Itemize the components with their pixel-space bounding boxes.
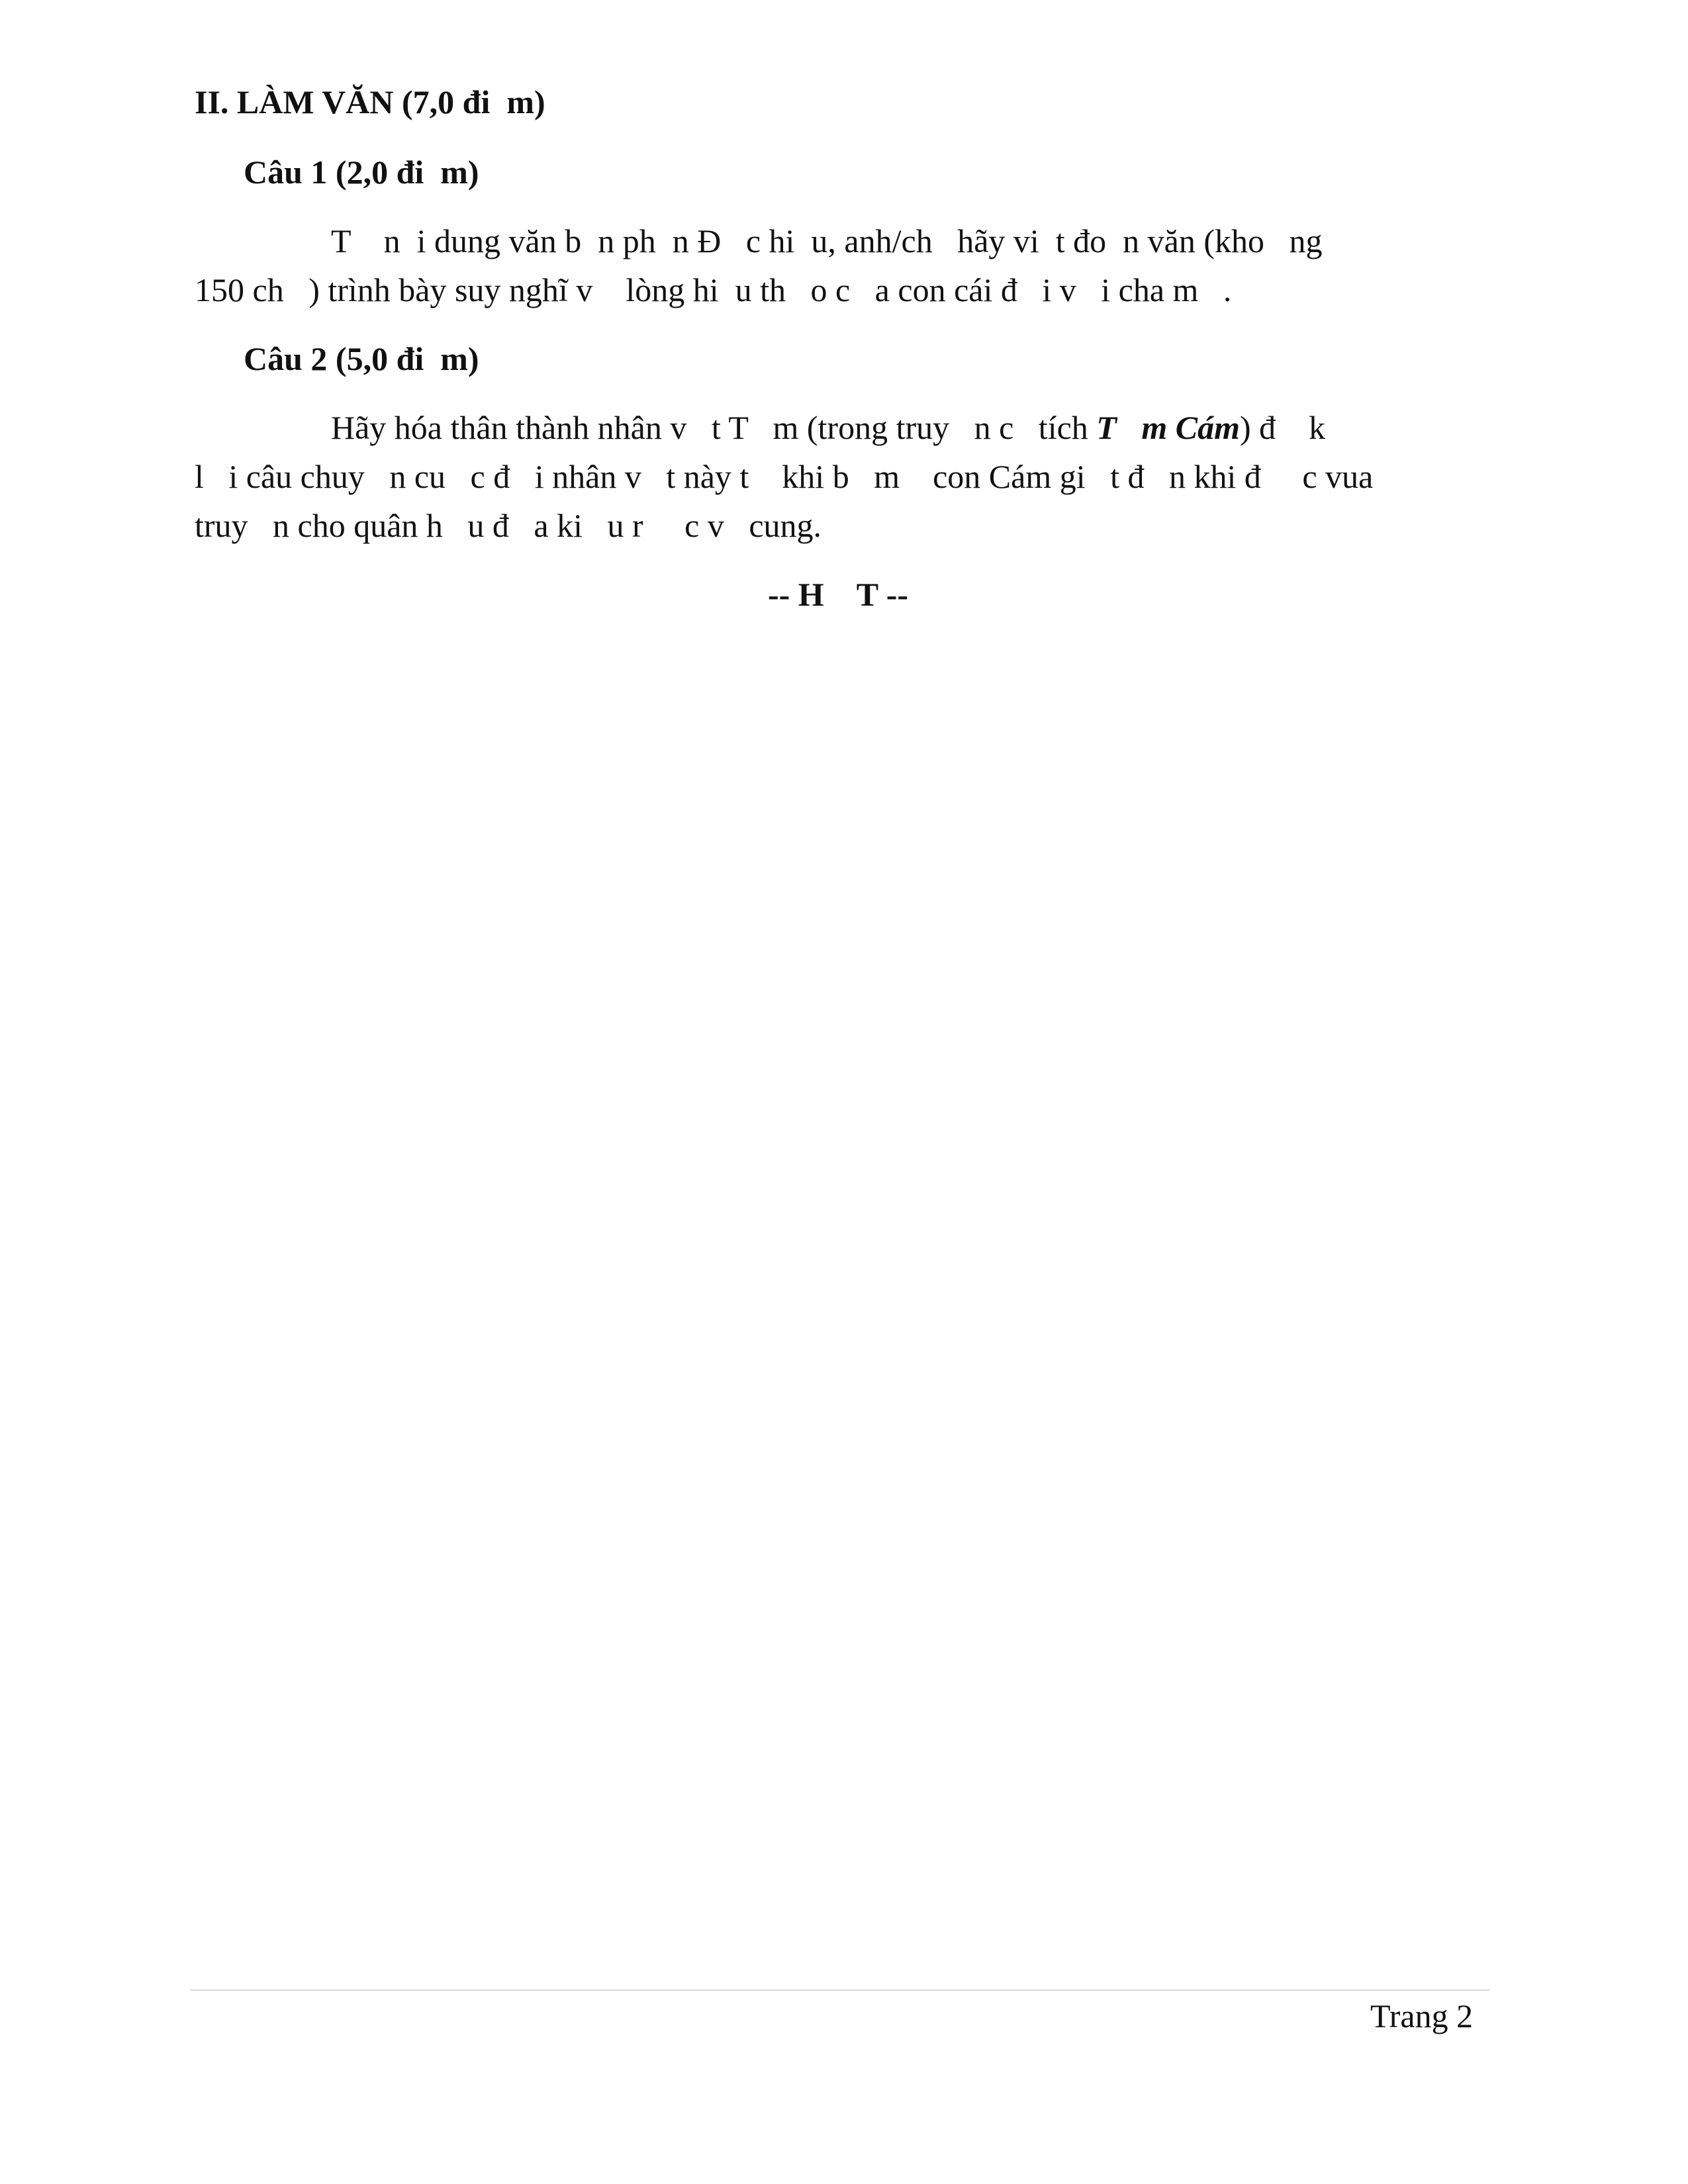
question-2-text-line-3: truy n cho quân h u đ a ki u r c v cung. [195,507,822,544]
story-title: T m Cám [1096,409,1240,446]
question-1-text-line-2: 150 ch ) trình bày suy nghĩ v lòng hi u th o c a con cái đ i v i cha m . [195,271,1232,308]
page-number: Trang 2 [1370,1997,1474,2034]
question-2-heading: Câu 2 (5,0 đi m) [244,340,479,377]
question-2-text-line-1 [331,408,1325,447]
footer-divider [191,1989,1489,1991]
end-marker: -- H T -- [768,576,909,613]
question-2-text-line-2: l i câu chuy n cu c đ i nhân v t này t khi b m con Cám gi t đ n khi đ c vua [195,458,1374,495]
question-2-text-line-1-after: ) đ k [1239,409,1326,446]
question-2-text-line-1-before: Hãy hóa thân thành nhân v t T m (trong truy n c tích [331,409,1097,446]
question-1-text-line-1: T n i dung văn b n ph n Đ c hi u, anh/ch hãy vi t đo n văn (kho ng [331,222,1323,259]
section-heading: II. LÀM VĂN (7,0 đi m) [195,83,545,120]
question-1-heading: Câu 1 (2,0 đi m) [244,154,479,191]
